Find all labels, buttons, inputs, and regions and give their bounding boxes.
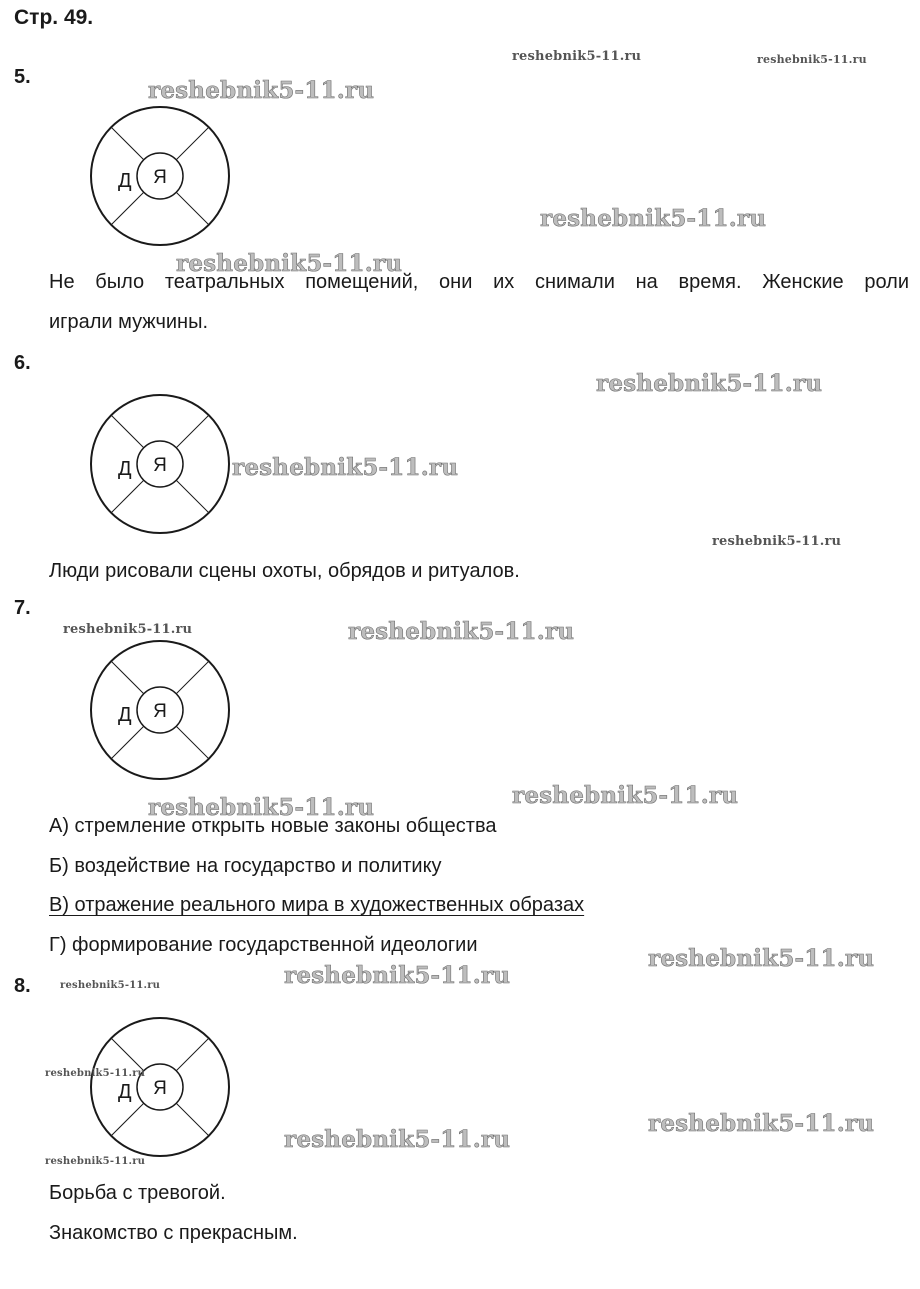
watermark: reshebnik5-11.ru — [648, 1110, 875, 1137]
task-5-diagram — [85, 101, 235, 251]
task-7-option-b: Б) воздействие на государство и политику — [49, 855, 442, 877]
diagram-label-ya: Я — [153, 701, 167, 722]
watermark: reshebnik5-11.ru — [60, 980, 161, 991]
watermark: reshebnik5-11.ru — [284, 1126, 511, 1153]
diagram-label-d: Д — [118, 704, 132, 726]
diagram-label-ya: Я — [153, 455, 167, 476]
task-8-answer-line-1: Борьба с тревогой. — [49, 1182, 226, 1204]
watermark: reshebnik5-11.ru — [176, 250, 403, 277]
task-7-number: 7. — [14, 597, 31, 619]
watermark: reshebnik5-11.ru — [148, 794, 375, 821]
watermark: reshebnik5-11.ru — [63, 622, 193, 637]
task-7-option-a: А) стремление открыть новые законы общества — [49, 815, 497, 837]
watermark: reshebnik5-11.ru — [45, 1068, 146, 1079]
watermark: reshebnik5-11.ru — [540, 205, 767, 232]
watermark: reshebnik5-11.ru — [148, 77, 375, 104]
task-8-diagram — [85, 1012, 235, 1162]
watermark: reshebnik5-11.ru — [284, 962, 511, 989]
diagram-label-ya: Я — [153, 167, 167, 188]
watermark: reshebnik5-11.ru — [712, 534, 842, 549]
task-8-answer-line-2: Знакомство с прекрасным. — [49, 1222, 298, 1244]
watermark: reshebnik5-11.ru — [648, 945, 875, 972]
watermark: reshebnik5-11.ru — [757, 53, 867, 66]
diagram-label-d: Д — [118, 1081, 132, 1103]
task-7-option-g: Г) формирование государственной идеологии — [49, 934, 478, 956]
answer-line: играли мужчины. — [49, 311, 209, 333]
watermark: reshebnik5-11.ru — [232, 454, 459, 481]
diagram-label-d: Д — [118, 458, 132, 480]
watermark: reshebnik5-11.ru — [45, 1156, 146, 1167]
diagram-label-d: Д — [118, 170, 132, 192]
watermark: reshebnik5-11.ru — [512, 49, 642, 64]
task-6-answer: Люди рисовали сцены охоты, обрядов и ритуалов. — [49, 560, 520, 582]
page-title: Стр. 49. — [14, 6, 94, 29]
watermark: reshebnik5-11.ru — [348, 618, 575, 645]
task-8-number: 8. — [14, 975, 31, 997]
task-6-number: 6. — [14, 352, 31, 374]
watermark: reshebnik5-11.ru — [512, 782, 739, 809]
answer-line: Не было театральных помещений, они их снимали на время. Женские роли — [49, 271, 909, 293]
task-7-option-v-selected: В) отражение реального мира в художественных образах — [49, 894, 585, 916]
task-7-diagram — [85, 635, 235, 785]
watermark: reshebnik5-11.ru — [596, 370, 823, 397]
task-6-diagram — [85, 389, 235, 539]
diagram-label-ya: Я — [153, 1078, 167, 1099]
task-5-number: 5. — [14, 66, 31, 88]
